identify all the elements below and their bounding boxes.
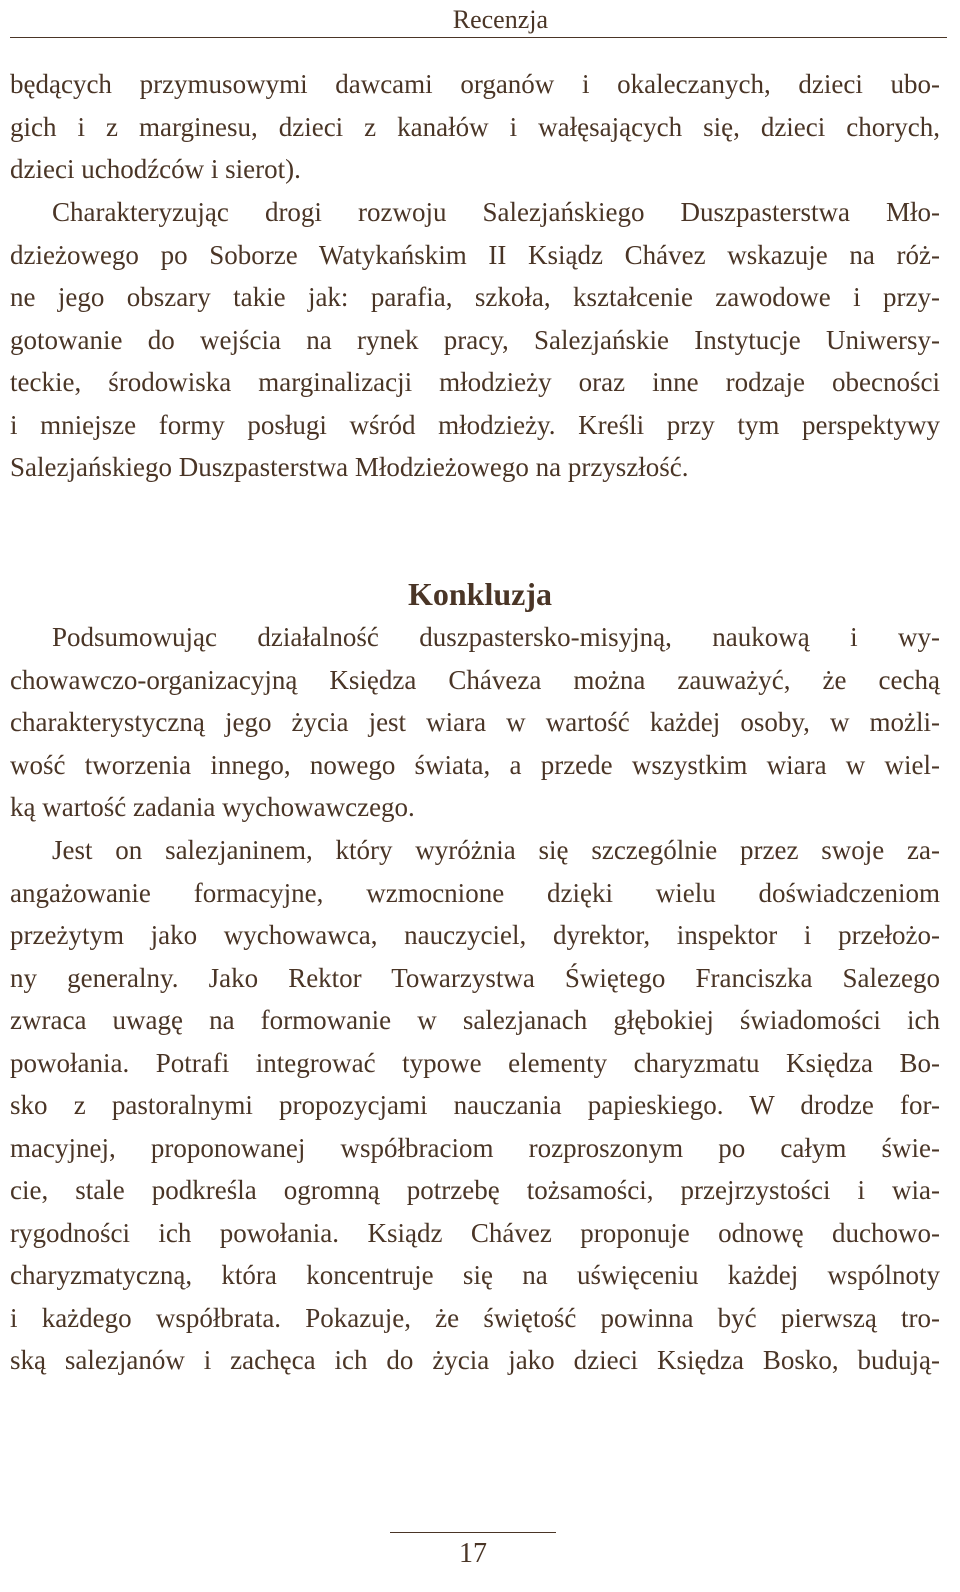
text-line: Jest on salezjaninem, który wyróżnia się szczególnie przez swoje za- bbox=[52, 835, 940, 865]
paragraph-3 bbox=[10, 616, 940, 829]
text-line: Salezjańskiego Duszpasterstwa Młodzieżowego na przyszłość. bbox=[10, 452, 689, 482]
paragraph-1 bbox=[10, 63, 940, 191]
text-line: ny generalny. Jako Rektor Towarzystwa Świętego Franciszka Salezego bbox=[10, 962, 940, 993]
text-line: angażowanie formacyjne, wzmocnione dzięki wielu doświadczeniom bbox=[10, 877, 940, 908]
text-line: wość tworzenia innego, nowego świata, a przede wszystkim wiara w wiel- bbox=[10, 749, 940, 780]
text-line: będących przymusowymi dawcami organów i okaleczanych, dzieci ubo- bbox=[10, 69, 940, 99]
section-heading: Konkluzja bbox=[407, 576, 553, 612]
text-line: ską salezjanów i zachęca ich do życia jako dzieci Księdza Bosko, budują- bbox=[10, 1345, 940, 1375]
text-line: gotowanie do wejścia na rynek pracy, Salezjańskie Instytucje Uniwersy- bbox=[10, 324, 940, 355]
text-line: teckie, środowiska marginalizacji młodzieży oraz inne rodzaje obecności bbox=[10, 367, 940, 397]
footer-rule bbox=[390, 1532, 556, 1533]
text-line: charakterystyczną jego życia jest wiara w wartość każdej osoby, w możli- bbox=[10, 707, 940, 737]
header-rule bbox=[10, 37, 947, 38]
text-line: rygodności ich powołania. Ksiądz Chávez proponuje odnowę duchowo- bbox=[10, 1217, 940, 1248]
text-line: i każdego współbrata. Pokazuje, że świętość powinna być pierwszą tro- bbox=[10, 1302, 940, 1333]
paragraph-2 bbox=[10, 191, 940, 489]
text-line: Podsumowując działalność duszpastersko-misyjną, naukową i wy- bbox=[52, 622, 940, 652]
text-line: zwraca uwagę na formowanie w salezjanach głębokiej świadomości ich bbox=[10, 1005, 940, 1035]
text-line: dzieżowego po Soborze Watykańskim II Ksiądz Chávez wskazuje na róż- bbox=[10, 239, 940, 270]
paragraph-4 bbox=[10, 829, 940, 1382]
text-line: przeżytym jako wychowawca, nauczyciel, dyrektor, inspektor i przełożo- bbox=[10, 920, 940, 950]
text-line: ne jego obszary takie jak: parafia, szkoła, kształcenie zawodowe i przy- bbox=[10, 282, 940, 312]
text-line: charyzmatyczną, która koncentruje się na uświęceniu każdej wspólnoty bbox=[10, 1260, 940, 1290]
running-head: Recenzja bbox=[452, 5, 548, 34]
text-line: dzieci uchodźców i sierot). bbox=[10, 154, 301, 184]
text-line: cie, stale podkreśla ogromną potrzebę tożsamości, przejrzystości i wia- bbox=[10, 1175, 940, 1205]
text-line: i mniejsze formy posługi wśród młodzieży. Kreśli przy tym perspektywy bbox=[10, 409, 940, 440]
text-line: macyjnej, proponowanej współbraciom rozproszonym po całym świe- bbox=[10, 1132, 940, 1163]
text-line: powołania. Potrafi integrować typowe elementy charyzmatu Księdza Bo- bbox=[10, 1047, 940, 1078]
text-line: chowawczo-organizacyjną Księdza Cháveza można zauważyć, że cechą bbox=[10, 664, 940, 695]
page-number: 17 bbox=[459, 1538, 487, 1569]
text-line: Charakteryzując drogi rozwoju Salezjańskiego Duszpasterstwa Mło- bbox=[52, 197, 940, 227]
text-line: sko z pastoralnymi propozycjami nauczania papieskiego. W drodze for- bbox=[10, 1090, 940, 1120]
text-line: gich i z marginesu, dzieci z kanałów i wałęsających się, dzieci chorych, bbox=[10, 111, 940, 142]
text-line: ką wartość zadania wychowawczego. bbox=[10, 792, 415, 822]
